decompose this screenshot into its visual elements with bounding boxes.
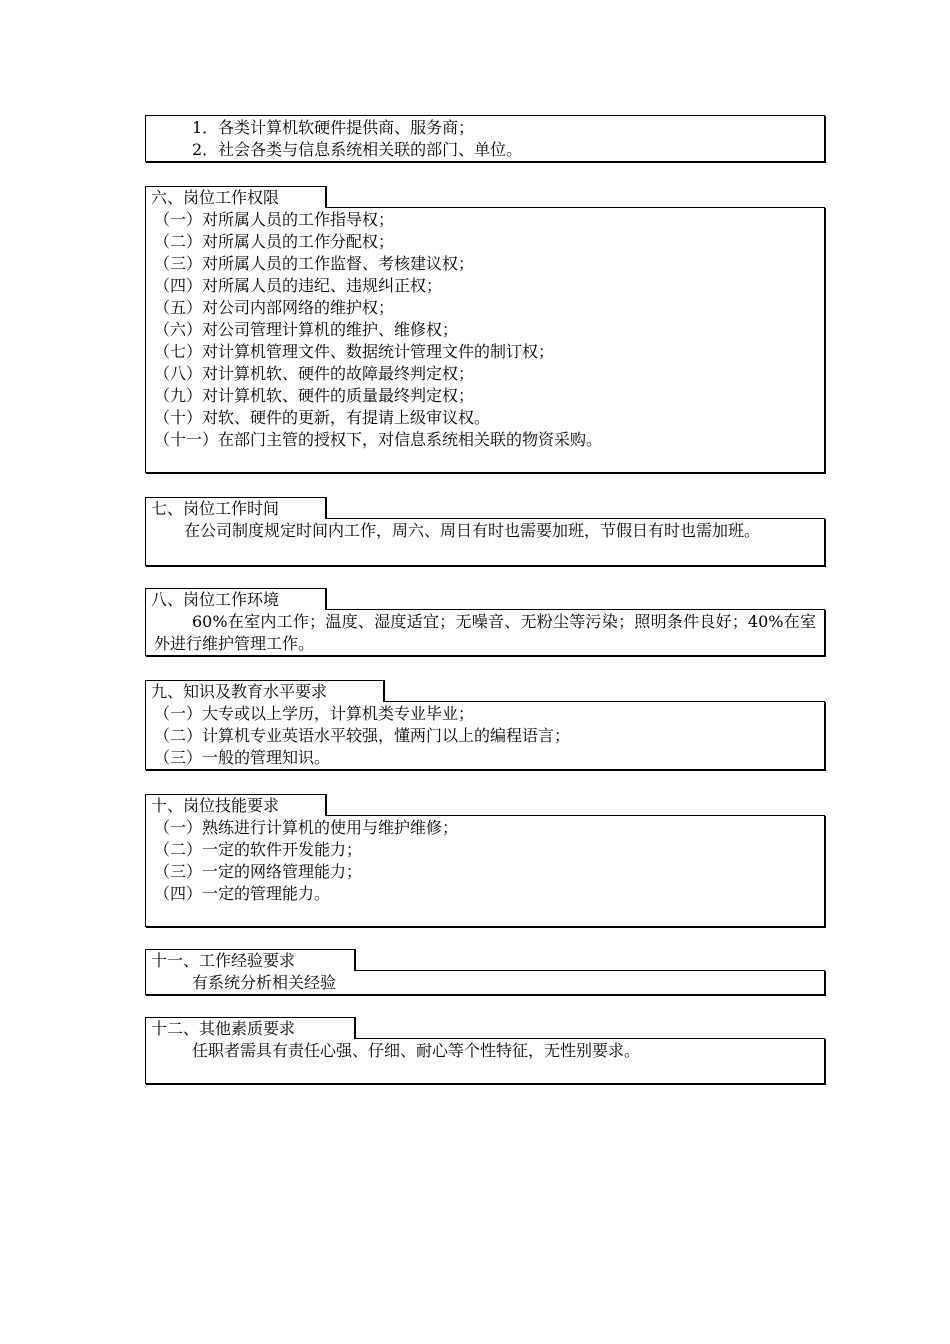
section-other-qualities bbox=[145, 1017, 825, 1084]
section-work-authority bbox=[145, 186, 825, 473]
section-body bbox=[145, 207, 825, 473]
contact-line-2: 2．社会各类与信息系统相关联的部门、单位。 bbox=[192, 140, 523, 159]
paragraph: 有系统分析相关经验 bbox=[192, 973, 337, 992]
list-item: （六）对公司管理计算机的维护、维修权； bbox=[154, 320, 459, 339]
list-item: （三）一定的网络管理能力； bbox=[154, 862, 363, 881]
paragraph: 任职者需具有责任心强、仔细、耐心等个性特征，无性别要求。 bbox=[192, 1041, 641, 1060]
section-title: 十一、工作经验要求 bbox=[145, 949, 355, 971]
list-item: （十）对软、硬件的更新，有提请上级审议权。 bbox=[154, 408, 491, 427]
section-work-time bbox=[145, 497, 825, 566]
list-item: （二）计算机专业英语水平较强，懂两门以上的编程语言； bbox=[154, 726, 571, 745]
list-item: （一）对所属人员的工作指导权； bbox=[154, 210, 395, 229]
section-body bbox=[145, 815, 825, 927]
list-item: （一）熟练进行计算机的使用与维护维修； bbox=[154, 818, 459, 837]
section-title: 九、知识及教育水平要求 bbox=[145, 680, 384, 702]
list-item: （三）一般的管理知识。 bbox=[154, 748, 331, 767]
list-item: （七）对计算机管理文件、数据统计管理文件的制订权； bbox=[154, 342, 555, 361]
paragraph: 在公司制度规定时间内工作，周六、周日有时也需要加班，节假日有时也需加班。 bbox=[184, 521, 761, 540]
paragraph: 60%在室内工作；温度、湿度适宜；无噪音、无粉尘等污染；照明条件良好；40%在室外进行维护管理工作。 bbox=[154, 612, 816, 653]
contacts-box bbox=[145, 115, 825, 162]
section-experience bbox=[145, 949, 825, 995]
section-body bbox=[145, 970, 825, 995]
section-title: 八、岗位工作环境 bbox=[145, 588, 326, 610]
list-item: （五）对公司内部网络的维护权； bbox=[154, 298, 395, 317]
section-skills bbox=[145, 794, 825, 927]
list-item: （十一）在部门主管的授权下，对信息系统相关联的物资采购。 bbox=[154, 430, 603, 449]
list-item: （二）一定的软件开发能力； bbox=[154, 840, 363, 859]
section-body bbox=[145, 518, 825, 566]
section-body bbox=[145, 1038, 825, 1084]
list-item: （一）大专或以上学历，计算机类专业毕业； bbox=[154, 704, 475, 723]
list-item: （二）对所属人员的工作分配权； bbox=[154, 232, 395, 251]
list-item: （四）一定的管理能力。 bbox=[154, 884, 331, 903]
section-title: 十、岗位技能要求 bbox=[145, 794, 326, 816]
section-body bbox=[145, 701, 825, 770]
section-title: 七、岗位工作时间 bbox=[145, 497, 326, 519]
section-title: 六、岗位工作权限 bbox=[145, 186, 326, 208]
section-title: 十二、其他素质要求 bbox=[145, 1017, 355, 1039]
document-page bbox=[145, 115, 825, 1084]
section-education bbox=[145, 680, 825, 770]
section-body bbox=[145, 609, 825, 656]
list-item: （八）对计算机软、硬件的故障最终判定权； bbox=[154, 364, 475, 383]
section-work-environment bbox=[145, 588, 825, 656]
list-item: （三）对所属人员的工作监督、考核建议权； bbox=[154, 254, 475, 273]
contact-line-1: 1．各类计算机软硬件提供商、服务商； bbox=[192, 118, 475, 137]
list-item: （九）对计算机软、硬件的质量最终判定权； bbox=[154, 386, 475, 405]
list-item: （四）对所属人员的违纪、违规纠正权； bbox=[154, 276, 443, 295]
